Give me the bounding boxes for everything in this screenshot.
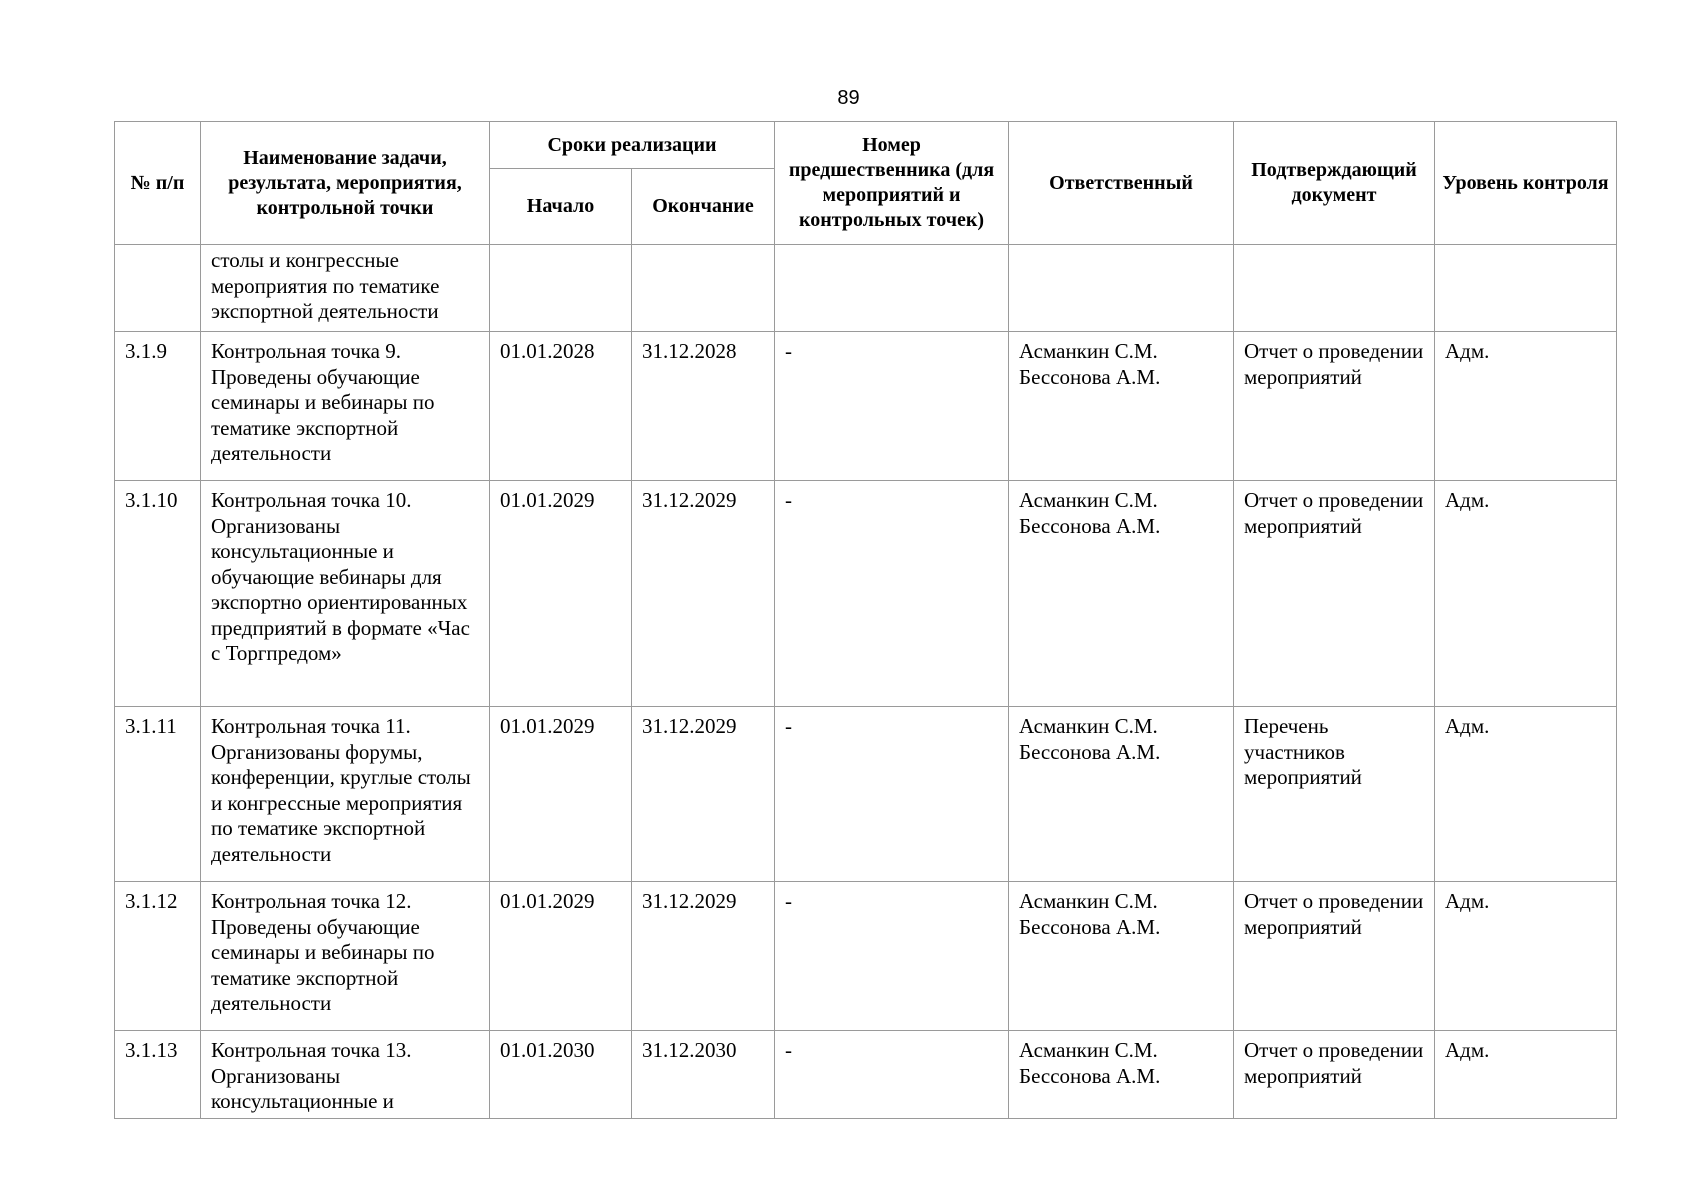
- header-name: Наименование задачи, результата, мероприятия, контрольной точки: [201, 122, 490, 245]
- table-row: [115, 1031, 1617, 1119]
- cell-name: Контрольная точка 10. Организованы консультационные и обучающие вебинары для экспортно ориентированных предприятий в формате «Час с Торгпредом»: [201, 481, 490, 707]
- header-level: Уровень контроля: [1435, 122, 1617, 245]
- implementation-plan-table: [114, 121, 1617, 1119]
- cell-end: 31.12.2029: [632, 481, 775, 707]
- cell-name: столы и конгрессные мероприятия по тематике экспортной деятельности: [201, 245, 490, 332]
- cell-num: [115, 245, 201, 332]
- cell-num: 3.1.10: [115, 481, 201, 707]
- cell-name: Контрольная точка 9. Проведены обучающие семинары и вебинары по тематике экспортной деятельности: [201, 332, 490, 481]
- header-end: Окончание: [632, 169, 775, 245]
- cell-start: 01.01.2029: [490, 481, 632, 707]
- header-num: № п/п: [115, 122, 201, 245]
- page-number: 89: [837, 87, 860, 109]
- cell-start: [490, 245, 632, 332]
- cell-predecessor: [775, 245, 1009, 332]
- cell-level: Адм.: [1435, 332, 1617, 481]
- cell-start: 01.01.2029: [490, 882, 632, 1031]
- table-row: [115, 707, 1617, 882]
- cell-responsible: Асманкин С.М. Бессонова А.М.: [1009, 332, 1234, 481]
- cell-responsible: Асманкин С.М. Бессонова А.М.: [1009, 707, 1234, 882]
- header-document: Подтверждающий документ: [1234, 122, 1435, 245]
- cell-document: [1234, 245, 1435, 332]
- cell-start: 01.01.2030: [490, 1031, 632, 1119]
- cell-end: 31.12.2029: [632, 707, 775, 882]
- cell-responsible: [1009, 245, 1234, 332]
- header-responsible: Ответственный: [1009, 122, 1234, 245]
- cell-num: 3.1.13: [115, 1031, 201, 1119]
- cell-num: 3.1.11: [115, 707, 201, 882]
- cell-level: Адм.: [1435, 882, 1617, 1031]
- cell-responsible: Асманкин С.М. Бессонова А.М.: [1009, 1031, 1234, 1119]
- cell-predecessor: -: [775, 707, 1009, 882]
- cell-document: Отчет о проведении мероприятий: [1234, 1031, 1435, 1119]
- cell-level: Адм.: [1435, 1031, 1617, 1119]
- cell-end: 31.12.2030: [632, 1031, 775, 1119]
- cell-end: 31.12.2028: [632, 332, 775, 481]
- cell-predecessor: -: [775, 1031, 1009, 1119]
- header-terms: Сроки реализации: [490, 122, 775, 169]
- header-row: [115, 122, 1617, 169]
- table-row: [115, 332, 1617, 481]
- cell-name: Контрольная точка 11. Организованы форумы, конференции, круглые столы и конгрессные мероприятия по тематике экспортной деятельности: [201, 707, 490, 882]
- cell-predecessor: -: [775, 481, 1009, 707]
- cell-document: Отчет о проведении мероприятий: [1234, 332, 1435, 481]
- cell-document: Отчет о проведении мероприятий: [1234, 481, 1435, 707]
- cell-level: [1435, 245, 1617, 332]
- cell-name: Контрольная точка 13. Организованы консультационные и: [201, 1031, 490, 1119]
- cell-predecessor: -: [775, 882, 1009, 1031]
- cell-level: Адм.: [1435, 707, 1617, 882]
- cell-start: 01.01.2029: [490, 707, 632, 882]
- header-predecessor: Номер предшественника (для мероприятий и контрольных точек): [775, 122, 1009, 245]
- cell-level: Адм.: [1435, 481, 1617, 707]
- cell-document: Перечень участников мероприятий: [1234, 707, 1435, 882]
- header-start: Начало: [490, 169, 632, 245]
- cell-num: 3.1.9: [115, 332, 201, 481]
- cell-responsible: Асманкин С.М. Бессонова А.М.: [1009, 481, 1234, 707]
- cell-predecessor: -: [775, 332, 1009, 481]
- cell-document: Отчет о проведении мероприятий: [1234, 882, 1435, 1031]
- cell-end: 31.12.2029: [632, 882, 775, 1031]
- table-row: [115, 882, 1617, 1031]
- cell-start: 01.01.2028: [490, 332, 632, 481]
- cell-responsible: Асманкин С.М. Бессонова А.М.: [1009, 882, 1234, 1031]
- table-row-continuation: [115, 245, 1617, 332]
- cell-num: 3.1.12: [115, 882, 201, 1031]
- table-row: [115, 481, 1617, 707]
- cell-end: [632, 245, 775, 332]
- cell-name: Контрольная точка 12. Проведены обучающие семинары и вебинары по тематике экспортной деятельности: [201, 882, 490, 1031]
